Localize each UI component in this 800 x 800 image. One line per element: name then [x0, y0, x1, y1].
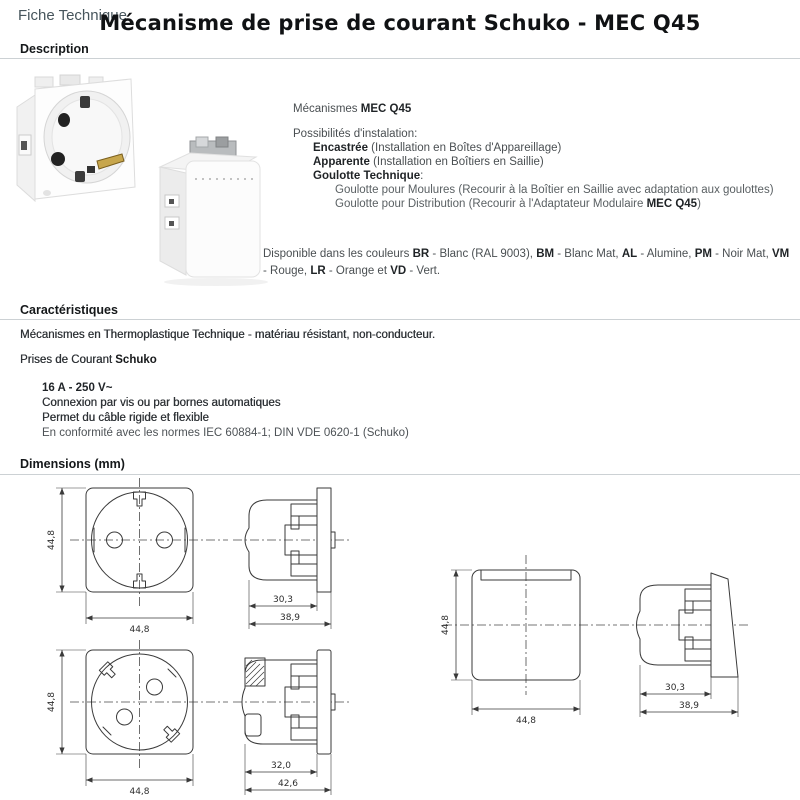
description-text	[293, 102, 793, 211]
page-title: Mécanisme de prise de courant Schuko - MEC Q45	[99, 11, 701, 35]
dim-label: 32,0	[270, 761, 292, 771]
spec-line: Connexion par vis ou par bornes automatiques	[42, 397, 281, 409]
drawing-flush-side-view	[233, 478, 351, 646]
dim-label: 44,8	[47, 691, 57, 713]
install-option: Apparente (Installation en Boîtiers en Saillie)	[313, 156, 544, 168]
dim-label: 38,9	[279, 613, 301, 623]
section-header-description: Description	[20, 42, 89, 56]
dim-label: 42,6	[277, 779, 299, 789]
mechanisms-line: Mécanismes MEC Q45	[293, 103, 412, 115]
divider	[0, 474, 800, 475]
drawing-diagonal-side-view	[233, 640, 351, 800]
product-photo-socket-front	[5, 73, 140, 223]
section-header-dimensions: Dimensions (mm)	[20, 457, 125, 471]
possibilities-label: Possibilités d'instalation:	[293, 128, 418, 140]
dim-label: 30,3	[272, 595, 294, 605]
product-photo-module-rear	[138, 133, 270, 288]
dim-label: 44,8	[515, 716, 537, 726]
document-type-label: Fiche Technique	[18, 7, 127, 24]
specs-list	[42, 381, 409, 441]
rating-line: 16 A - 250 V~	[42, 382, 113, 394]
colors-paragraph: Disponible dans les couleurs BR - Blanc (RAL 9003), BM - Blanc Mat, AL - Alumine, PM - Noir Mat, VM - Rouge, LR - Orange et VD - Vert.	[263, 248, 790, 277]
drawing-flush-front-view	[30, 478, 230, 646]
material-line: Mécanismes en Thermoplastique Technique - matériau résistant, non-conducteur.	[20, 329, 436, 341]
drawing-surface-side-view	[620, 553, 750, 733]
divider	[0, 58, 800, 59]
spec-line: Permet du câble rigide et flexible	[42, 412, 209, 424]
drawing-surface-front-view	[425, 553, 620, 733]
goulotte-line: Goulotte pour Moulures (Recourir à la Boîtier en Saillie avec adaptation aux goulottes)	[335, 184, 774, 196]
dim-label: 44,8	[441, 614, 451, 636]
install-option: Encastrée (Installation en Boîtes d'Appareillage)	[313, 142, 562, 154]
section-header-characteristics: Caractéristiques	[20, 303, 118, 317]
dim-label: 44,8	[129, 787, 150, 797]
divider	[0, 319, 800, 320]
spec-line: En conformité avec les normes IEC 60884-1; DIN VDE 0620-1 (Schuko)	[42, 427, 409, 439]
dim-label: 44,8	[129, 625, 150, 635]
dim-label: 38,9	[678, 701, 700, 711]
drawing-diagonal-front-view	[30, 640, 230, 800]
dim-label: 44,8	[47, 529, 57, 551]
install-option: Goulotte Technique:	[313, 170, 424, 182]
goulotte-line: Goulotte pour Distribution (Recourir à l'Adaptateur Modulaire MEC Q45)	[335, 198, 701, 210]
dim-label: 30,3	[664, 683, 686, 693]
product-line: Prises de Courant Schuko	[20, 354, 157, 366]
